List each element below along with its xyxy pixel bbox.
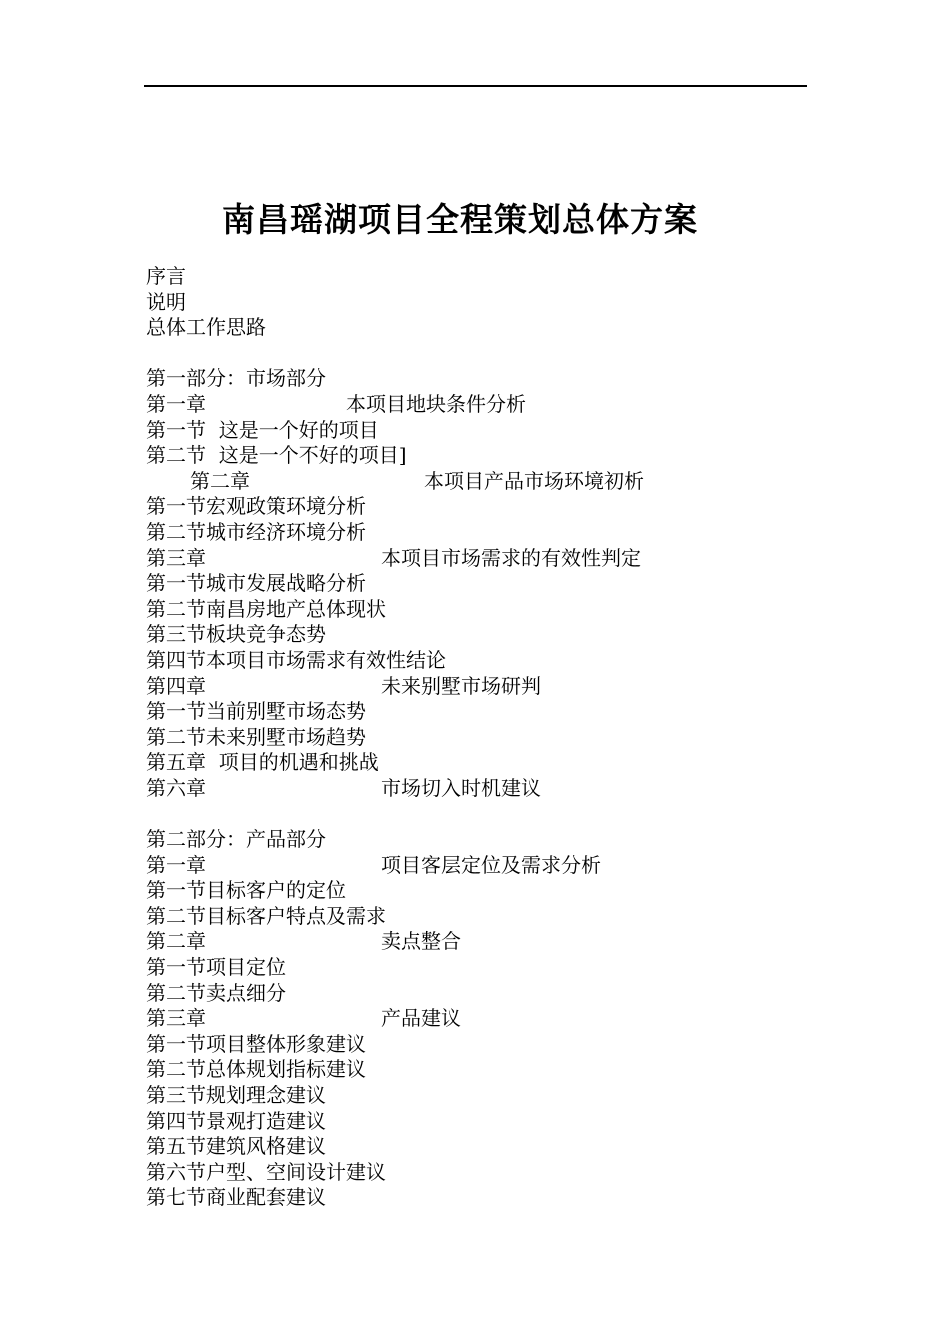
part1-ch3-section: 第三节板块竞争态势: [146, 622, 326, 647]
part2-ch3-section: 第五节建筑风格建议: [146, 1134, 326, 1159]
part2-ch3-section: 第四节景观打造建议: [146, 1108, 326, 1133]
part2-ch3-section: 第二节总体规划指标建议: [146, 1057, 366, 1082]
part2-ch2-section: 第一节项目定位: [146, 955, 286, 980]
part2-ch3-section: 第三节规划理念建议: [146, 1083, 326, 1107]
part2-ch2-section: 第二节卖点细分: [146, 980, 286, 1005]
part1-chapter-1: 第一章 本项目地块条件分析: [146, 391, 526, 416]
blank-line: [146, 801, 846, 827]
part2-ch3-section: 第六节户型、空间设计建议: [146, 1159, 386, 1184]
part2-ch1-section: 第一节目标客户的定位: [146, 878, 346, 903]
part1-ch2-section: 第二节城市经济环境分析: [146, 519, 366, 544]
part1-ch3-section: 第四节本项目市场需求有效性结论: [146, 647, 446, 672]
part2-ch3-section: 第一节项目整体形象建议: [146, 1031, 366, 1056]
part2-heading: 第二部分：产品部分: [146, 827, 326, 852]
part2-chapter-3: 第三章 产品建议: [146, 1006, 461, 1031]
toc-line-approach: 总体工作思路: [146, 315, 266, 340]
part2-ch1-section: 第二节目标客户特点及需求: [146, 903, 386, 928]
part2-ch3-section: 第七节商业配套建议: [146, 1185, 326, 1210]
part1-chapter-3: 第三章 本项目市场需求的有效性判定: [146, 545, 641, 570]
toc-line-explanation: 说明: [146, 289, 186, 314]
part2-chapter-1: 第一章 项目客层定位及需求分析: [146, 852, 601, 877]
part1-ch4-section: 第一节当前别墅市场态势: [146, 699, 366, 724]
header-rule: [144, 85, 807, 87]
part1-ch1-section: 第一节 这是一个好的项目: [146, 417, 379, 442]
part1-ch1-section: 第二节 这是一个不好的项目]: [146, 443, 407, 468]
part2-chapter-2: 第二章 卖点整合: [146, 929, 461, 954]
blank-line: [146, 341, 846, 367]
document-title: 南昌瑶湖项目全程策划总体方案: [222, 200, 698, 239]
part1-ch4-section: 第二节未来别墅市场趋势: [146, 724, 366, 749]
part1-chapter-4: 第四章 未来别墅市场研判: [146, 673, 541, 698]
part1-chapter-5: 第五章 项目的机遇和挑战: [146, 750, 379, 775]
part1-chapter-2: 第二章 本项目产品市场环境初析: [190, 468, 644, 493]
part1-chapter-6: 第六章 市场切入时机建议: [146, 775, 541, 800]
table-of-contents: [146, 264, 846, 1211]
part1-heading: 第一部分：市场部分: [146, 366, 326, 391]
part1-ch3-section: 第一节城市发展战略分析: [146, 571, 366, 596]
part1-ch3-section: 第二节南昌房地产总体现状: [146, 596, 386, 621]
part1-ch2-section: 第一节宏观政策环境分析: [146, 494, 366, 519]
toc-line-preface: 序言: [146, 264, 186, 288]
